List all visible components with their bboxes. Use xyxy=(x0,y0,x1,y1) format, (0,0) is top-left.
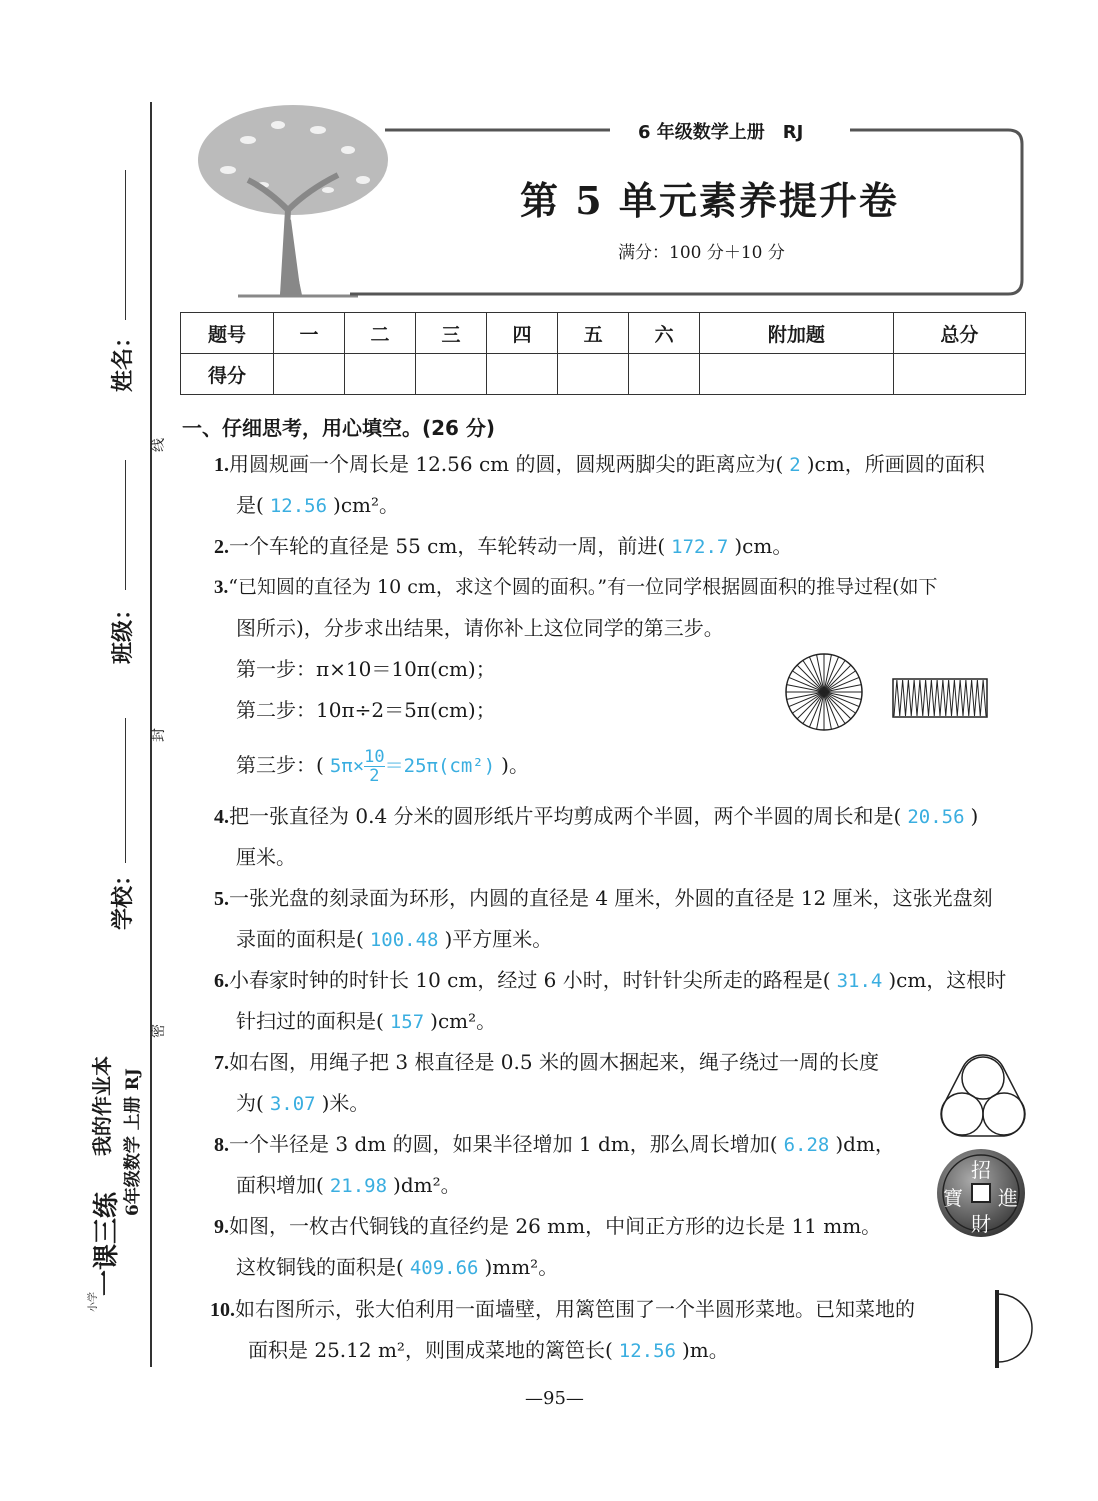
question-text: 第三步：( xyxy=(236,753,324,777)
question-number: 8. xyxy=(214,1134,229,1156)
question-10-line2 xyxy=(248,1338,729,1363)
question-text: 录面的面积是( xyxy=(236,927,364,951)
question-text: 为( xyxy=(236,1091,264,1115)
question-text: )cm，这根时 xyxy=(888,968,1007,992)
score-cell: 总分 xyxy=(893,313,1025,354)
answer: 20.56 xyxy=(907,806,965,828)
question-number: 10. xyxy=(210,1299,235,1321)
question-text: 是( xyxy=(236,493,264,517)
question-text: )cm²。 xyxy=(430,1009,497,1033)
score-table-header-row xyxy=(181,313,1026,354)
book-subtitle: 6 年级数学上册 RJ xyxy=(638,122,804,143)
question-text: )平方厘米。 xyxy=(444,927,553,951)
answer: 157 xyxy=(389,1011,425,1033)
question-text: 如图，一枚古代铜钱的直径约是 26 mm，中间正方形的边长是 11 mm。 xyxy=(229,1214,882,1238)
question-text: 把一张直径为 0.4 分米的圆形纸片平均剪成两个半圆，两个半圆的周长和是( xyxy=(229,804,902,828)
score-input-cell[interactable] xyxy=(700,354,894,395)
brand-tag: 小学 xyxy=(88,1292,99,1312)
score-input-cell[interactable] xyxy=(487,354,558,395)
score-cell: 四 xyxy=(487,313,558,354)
circle-sectors-figure xyxy=(784,652,864,732)
score-cell: 六 xyxy=(629,313,700,354)
question-text: )cm，所画圆的面积 xyxy=(806,452,985,476)
question-8-line2 xyxy=(236,1173,461,1198)
question-text: 一个半径是 3 dm 的圆，如果半径增加 1 dm，那么周长增加( xyxy=(229,1132,778,1156)
question-2 xyxy=(214,534,792,559)
answer-fraction xyxy=(364,748,384,785)
answer-part: 5π× xyxy=(329,755,365,777)
question-text: 面积是 25.12 m²，则围成菜地的篱笆长( xyxy=(248,1338,613,1362)
coin-char-left: 寶 xyxy=(943,1186,963,1210)
fraction-denominator: 2 xyxy=(369,766,380,786)
question-number: 4. xyxy=(214,806,229,828)
score-input-cell[interactable] xyxy=(629,354,700,395)
seal-marker: 封 xyxy=(151,728,167,742)
answer: 2 xyxy=(789,454,801,476)
question-3-step1: 第一步：π×10＝10π(cm)； xyxy=(236,657,496,681)
coin-char-right: 進 xyxy=(998,1186,1018,1210)
score-table-score-row xyxy=(181,354,1026,395)
section-title: 一、仔细思考，用心填空。(26 分) xyxy=(182,416,496,440)
question-3-step2: 第二步：10π÷2＝5π(cm)； xyxy=(236,698,496,722)
score-cell: 三 xyxy=(416,313,487,354)
question-3 xyxy=(214,575,938,600)
answer: 6.28 xyxy=(783,1134,830,1156)
question-text: )。 xyxy=(501,753,529,777)
question-number: 9. xyxy=(214,1216,229,1238)
brand-name: 一课三练 xyxy=(92,1191,122,1296)
coin-char-top: 招 xyxy=(971,1158,991,1182)
question-text: )dm， xyxy=(835,1132,895,1156)
name-label: 姓名： xyxy=(111,325,136,392)
question-text: ) xyxy=(970,804,979,828)
score-input-cell[interactable] xyxy=(416,354,487,395)
secret-marker: 密 xyxy=(151,1024,167,1038)
semicircle-garden-figure xyxy=(994,1290,1034,1368)
question-text: )m。 xyxy=(681,1338,729,1362)
score-cell: 题号 xyxy=(181,313,274,354)
question-text: 这枚铜钱的面积是( xyxy=(236,1255,404,1279)
question-text: )cm。 xyxy=(734,534,793,558)
line-marker: 线 xyxy=(151,438,167,452)
question-text: 如右图，用绳子把 3 根直径是 0.5 米的圆木捆起来，绳子绕过一周的长度 xyxy=(229,1050,879,1074)
question-8 xyxy=(214,1132,895,1157)
question-number: 6. xyxy=(214,970,229,992)
question-1 xyxy=(214,452,985,477)
class-label: 班级： xyxy=(111,597,136,664)
question-text: 面积增加( xyxy=(236,1173,324,1197)
page-number: —95— xyxy=(525,1388,584,1409)
question-number: 7. xyxy=(214,1052,229,1074)
brand-logo xyxy=(84,1016,146,1316)
score-input-cell[interactable] xyxy=(558,354,629,395)
question-text: 针扫过的面积是( xyxy=(236,1009,384,1033)
full-score: 满分：100 分＋10 分 xyxy=(618,243,785,263)
question-number: 5. xyxy=(214,888,229,910)
question-6-line2 xyxy=(236,1009,496,1034)
answer: 409.66 xyxy=(409,1257,479,1279)
question-5-line2 xyxy=(236,927,552,952)
answer: 172.7 xyxy=(671,536,729,558)
question-7 xyxy=(214,1050,879,1075)
three-logs-figure xyxy=(936,1052,1030,1138)
answer: 12.56 xyxy=(618,1340,676,1362)
question-text: )dm²。 xyxy=(393,1173,461,1197)
question-7-line2 xyxy=(236,1091,369,1116)
school-label: 学校： xyxy=(111,863,136,930)
score-cell: 一 xyxy=(274,313,345,354)
score-cell: 五 xyxy=(558,313,629,354)
question-number: 1. xyxy=(214,454,229,476)
score-cell: 附加题 xyxy=(700,313,894,354)
question-text: 如右图所示，张大伯利用一面墙壁，用篱笆围了一个半圆形菜地。已知菜地的 xyxy=(235,1297,915,1321)
brand-grade: 6年级数学 上册 RJ xyxy=(123,1068,143,1216)
question-number: 2. xyxy=(214,536,229,558)
question-text: “已知圆的直径为 10 cm，求这个圆的面积。”有一位同学根据圆面积的推导过程(如下 xyxy=(228,576,938,598)
question-6 xyxy=(214,968,1006,993)
answer: 12.56 xyxy=(269,495,328,517)
page-title: 第 5 单元素养提升卷 xyxy=(520,178,899,223)
question-3-step3 xyxy=(236,748,529,785)
question-text: 用圆规画一个周长是 12.56 cm 的圆，圆规两脚尖的距离应为( xyxy=(229,452,784,476)
answer-part: ＝25π(cm²) xyxy=(384,755,496,777)
question-4-line2: 厘米。 xyxy=(236,845,296,869)
ancient-coin-figure xyxy=(936,1148,1026,1238)
name-underline xyxy=(125,170,126,320)
school-underline xyxy=(125,718,126,863)
rearranged-sectors-figure xyxy=(892,678,988,718)
question-text: 一张光盘的刻录面为环形，内圆的直径是 4 厘米，外圆的直径是 12 厘米，这张光盘刻 xyxy=(229,886,993,910)
answer: 21.98 xyxy=(329,1175,388,1197)
question-3-line2: 图所示)，分步求出结果，请你补上这位同学的第三步。 xyxy=(236,616,724,640)
question-text: 一个车轮的直径是 55 cm，车轮转动一周，前进( xyxy=(229,534,666,558)
question-text: )cm²。 xyxy=(333,493,400,517)
answer: 3.07 xyxy=(269,1093,316,1115)
coin-char-bottom: 財 xyxy=(971,1212,991,1236)
class-underline xyxy=(125,460,126,590)
question-text: 小春家时钟的时针长 10 cm，经过 6 小时，时针针尖所走的路程是( xyxy=(229,968,831,992)
score-row-label: 得分 xyxy=(181,354,274,395)
score-input-cell[interactable] xyxy=(893,354,1025,395)
score-table xyxy=(180,312,1026,395)
question-text: )mm²。 xyxy=(484,1255,559,1279)
score-input-cell[interactable] xyxy=(345,354,416,395)
brand-sub: 我的作业本 xyxy=(90,1056,114,1156)
score-input-cell[interactable] xyxy=(274,354,345,395)
answer: 100.48 xyxy=(369,929,439,951)
answer: 31.4 xyxy=(836,970,883,992)
question-4 xyxy=(214,804,978,829)
question-text: )米。 xyxy=(321,1091,370,1115)
question-9 xyxy=(214,1214,881,1239)
question-number: 3. xyxy=(214,577,229,598)
score-cell: 二 xyxy=(345,313,416,354)
question-1-line2 xyxy=(236,493,399,518)
answer xyxy=(324,747,501,786)
question-10 xyxy=(210,1297,915,1322)
question-9-line2 xyxy=(236,1255,558,1280)
fraction-numerator: 10 xyxy=(364,747,385,767)
question-5 xyxy=(214,886,993,911)
